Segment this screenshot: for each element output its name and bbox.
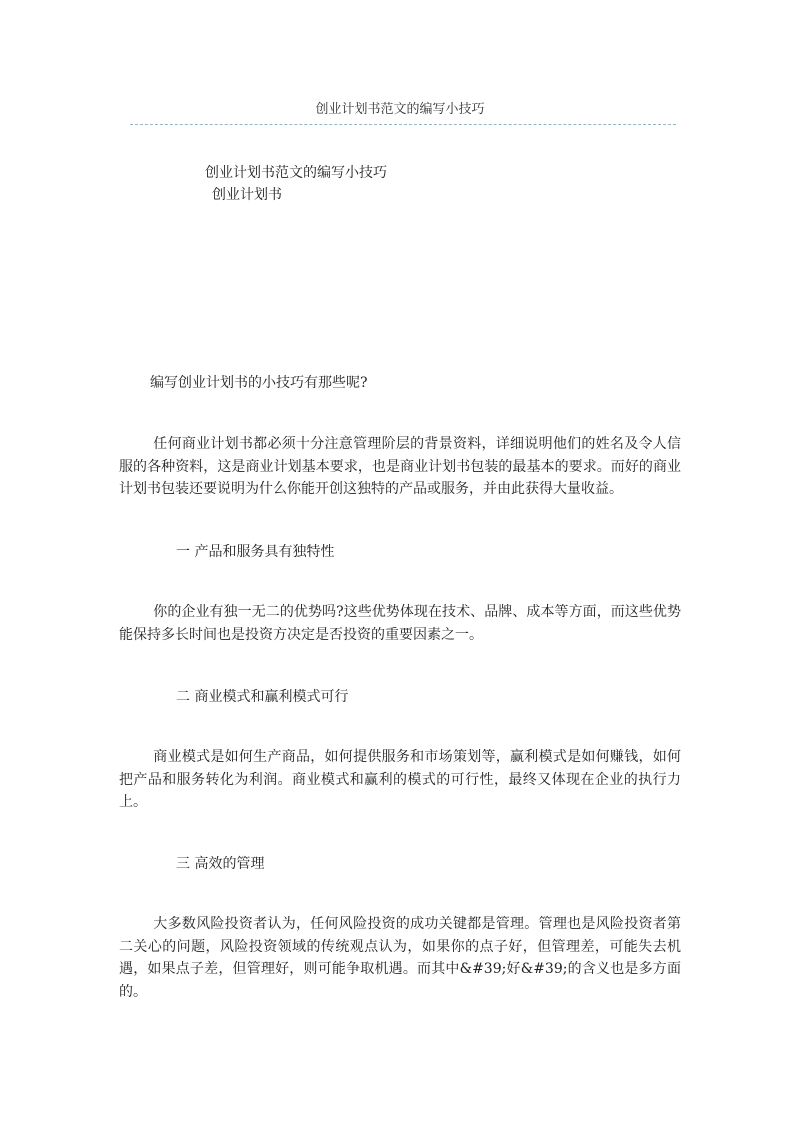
section-heading-2: 二 商业模式和赢利模式可行 bbox=[176, 689, 349, 705]
intro-paragraph: 任何商业计划书都必须十分注意管理阶层的背景资料，详细说明他们的姓名及令人信服的各种资料，这是商业计划基本要求，也是商业计划书包装的最基本的要求。而好的商业计划书包装还要说明为什么你能开创这独特的产品或服务，并由此获得大量收益。 bbox=[119, 436, 681, 497]
page-header-title: 创业计划书范文的编写小技巧 bbox=[315, 102, 485, 117]
document-title: 创业计划书范文的编写小技巧 bbox=[205, 165, 387, 181]
section-heading-3: 三 高效的管理 bbox=[176, 856, 265, 872]
header-divider bbox=[130, 124, 676, 125]
section-heading-1: 一 产品和服务具有独特性 bbox=[176, 544, 335, 560]
question-line: 编写创业计划书的小技巧有那些呢? bbox=[150, 375, 368, 391]
document-subtitle: 创业计划书 bbox=[212, 187, 282, 203]
section-body-3: 大多数风险投资者认为，任何风险投资的成功关键都是管理。管理也是风险投资者第二关心的问题，风险投资领域的传统观点认为，如果你的点子好，但管理差，可能失去机遇，如果点子差，但管理好，则可能争取机遇。而其中&#39;好&#39;的含义也是多方面的。 bbox=[119, 916, 681, 1000]
section-body-1: 你的企业有独一无二的优势吗?这些优势体现在技术、品牌、成本等方面，而这些优势能保持多长时间也是投资方决定是否投资的重要因素之一。 bbox=[119, 604, 681, 643]
section-body-2: 商业模式是如何生产商品，如何提供服务和市场策划等，赢利模式是如何赚钱，如何把产品和服务转化为利润。商业模式和赢利的模式的可行性，最终又体现在企业的执行力上。 bbox=[119, 749, 681, 810]
